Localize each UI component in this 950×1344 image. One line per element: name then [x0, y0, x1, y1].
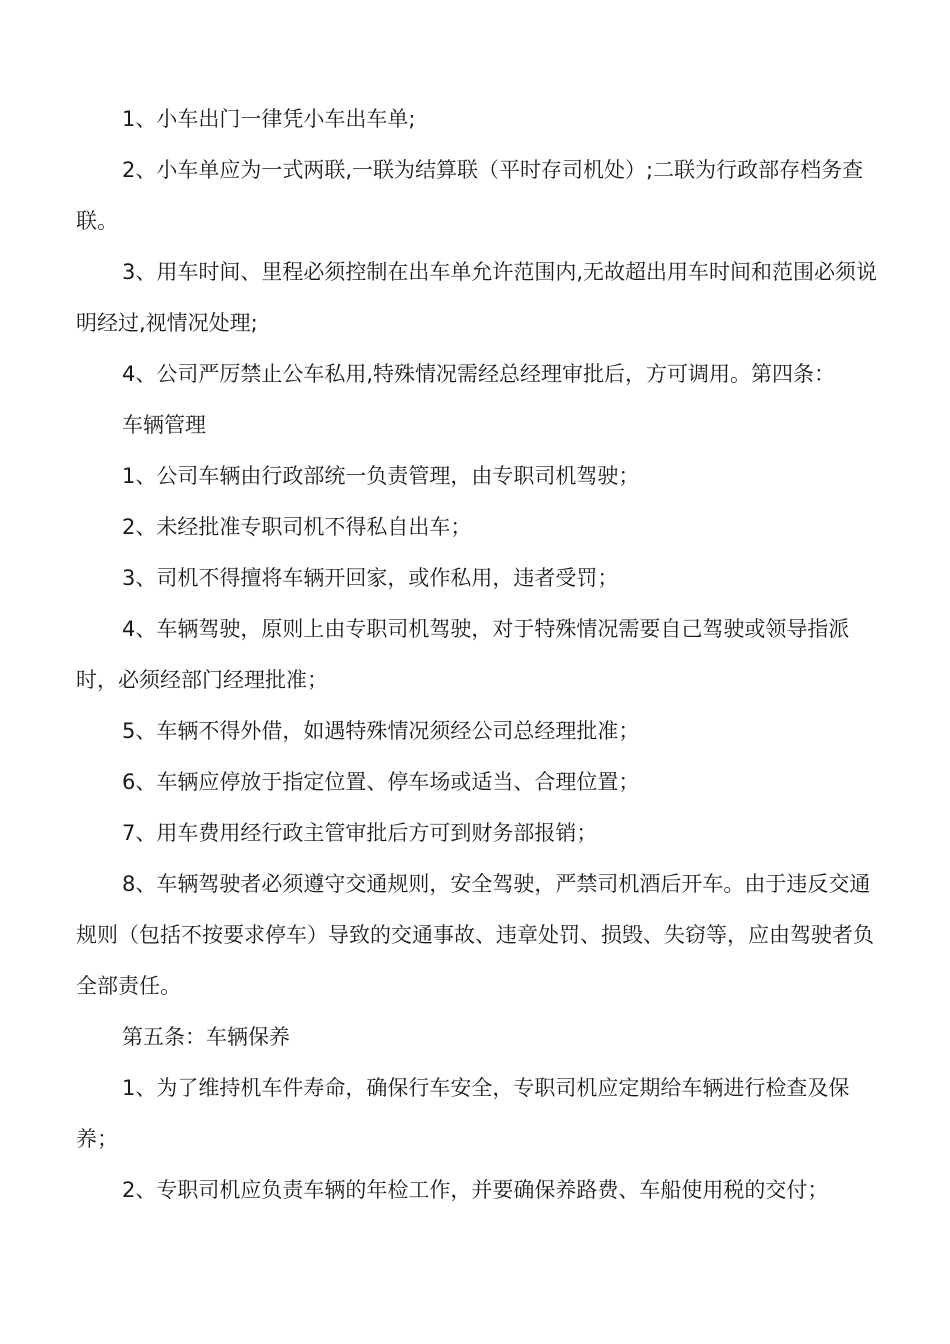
- paragraph-maintenance-1: 1、为了维持机车件寿命，确保行车安全，专职司机应定期给车辆进行检查及保养；: [76, 1076, 850, 1151]
- paragraph-management-6: 6、车辆应停放于指定位置、停车场或适当、合理位置；: [122, 770, 640, 794]
- document-body: [76, 94, 882, 1216]
- paragraph-rule-2: 2、小车单应为一式两联,一联为结算联（平时存司机处）;二联为行政部存档务查联。: [76, 158, 864, 233]
- paragraph-management-1: 1、公司车辆由行政部统一负责管理，由专职司机驾驶；: [122, 464, 640, 488]
- paragraph-maintenance-2: 2、专职司机应负责车辆的年检工作，并要确保养路费、车船使用税的交付；: [122, 1178, 829, 1202]
- paragraph-management-3: 3、司机不得擅将车辆开回家，或作私用，违者受罚；: [122, 566, 619, 590]
- paragraph-management-8: 8、车辆驾驶者必须遵守交通规则，安全驾驶，严禁司机酒后开车。由于违反交通规则（包括不按要求停车）导致的交通事故、违章处罚、损毁、失窃等，应由驾驶者负全部责任。: [76, 872, 874, 998]
- paragraph-rule-3: 3、用车时间、里程必须控制在出车单允许范围内,无故超出用车时间和范围必须说明经过,视情况处理;: [76, 260, 878, 335]
- section-heading-article-five: 第五条：车辆保养: [122, 1025, 290, 1049]
- paragraph-management-2: 2、未经批准专职司机不得私自出车；: [122, 515, 472, 539]
- paragraph-rule-4: 4、公司严厉禁止公车私用,特殊情况需经总经理审批后，方可调用。第四条：: [122, 362, 836, 386]
- section-heading-vehicle-management: 车辆管理: [122, 413, 206, 437]
- paragraph-management-7: 7、用车费用经行政主管审批后方可到财务部报销；: [122, 821, 598, 845]
- paragraph-management-4: 4、车辆驾驶，原则上由专职司机驾驶，对于特殊情况需要自己驾驶或领导指派时，必须经部门经理批准；: [76, 617, 850, 692]
- paragraph-rule-1: 1、小车出门一律凭小车出车单;: [122, 107, 416, 131]
- paragraph-management-5: 5、车辆不得外借，如遇特殊情况须经公司总经理批准；: [122, 719, 640, 743]
